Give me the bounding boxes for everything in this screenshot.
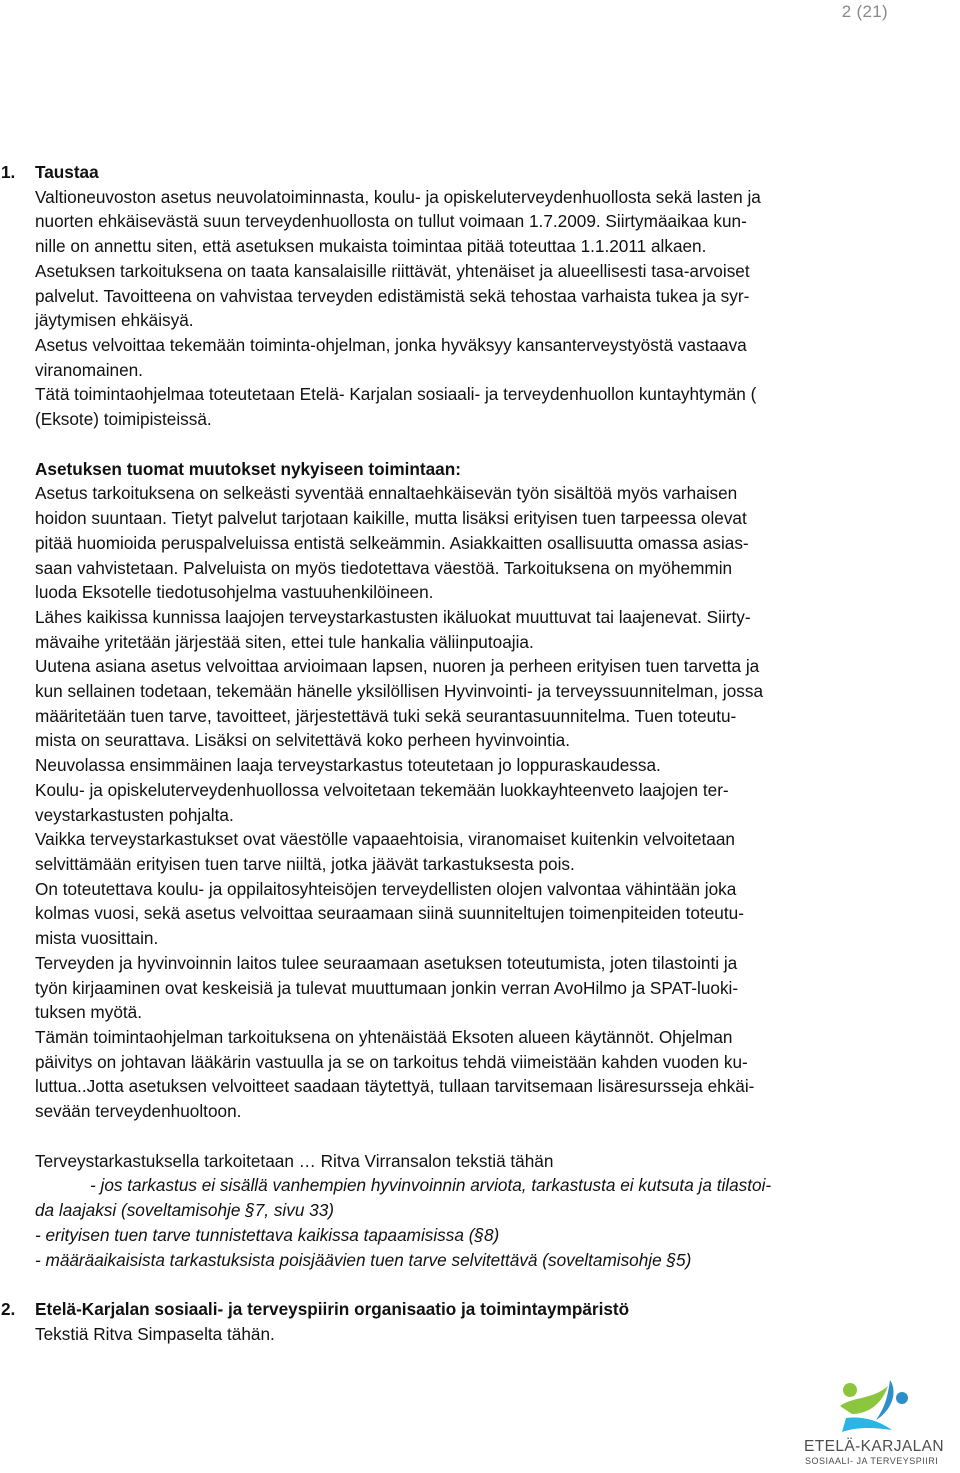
text-line: veystarkastusten pohjalta. bbox=[35, 804, 234, 825]
checkups-intro: Terveystarkastuksella tarkoitetaan … Ritva Virransalon tekstiä tähän bbox=[35, 1150, 554, 1171]
text-line: mista vuosittain. bbox=[35, 928, 159, 949]
text-line: Uutena asiana asetus velvoittaa arvioimaan lapsen, nuoren ja perheen erityisen tuen tarvetta ja bbox=[35, 656, 760, 677]
logo-mark bbox=[802, 1376, 960, 1468]
logo-dot-shape bbox=[896, 1392, 908, 1404]
text-line: luoda Eksotelle tiedotusohjelma vastuuhenkilöineen. bbox=[35, 582, 434, 603]
changes-text bbox=[35, 481, 940, 1123]
logo-head-shape bbox=[843, 1383, 857, 1397]
text-line: Tämän toimintaohjelman tarkoituksena on yhtenäistää Eksoten alueen käytännöt. Ohjelman bbox=[35, 1026, 733, 1047]
text-line: mävaihe yritetään järjestää siten, ettei tule hankalia väliinputoajia. bbox=[35, 631, 534, 652]
section-2-title: Etelä-Karjalan sosiaali- ja terveyspiirin organisaatio ja toimintaympäristö bbox=[35, 1299, 630, 1320]
text-line: Asetuksen tarkoituksena on taata kansalaisille riittävät, yhtenäiset ja alueellisesti tasa-arvoiset bbox=[35, 260, 750, 281]
text-line: Vaikka terveystarkastukset ovat väestölle vapaaehtoisia, viranomaiset kuitenkin velvoitetaan bbox=[35, 829, 735, 850]
logo-line-1: ETELÄ-KARJALAN bbox=[804, 1438, 944, 1455]
checkup-item: - erityisen tuen tarve tunnistettava kaikissa tapaamisissa (§8) bbox=[35, 1224, 500, 1245]
document-body bbox=[1, 160, 940, 1347]
checkup-item: - määräaikaisista tarkastuksista poisjäävien tuen tarve selvitettävä (soveltamisohje §5) bbox=[35, 1249, 692, 1270]
text-line: nille on annettu siten, että asetuksen mukaista toimintaa pitää toteuttaa 1.1.2011 alkaen. bbox=[35, 236, 707, 257]
text-line: kolmas vuosi, sekä asetus velvoittaa seuraamaan siinä suunniteltujen toimenpiteiden toteutu- bbox=[35, 903, 744, 924]
text-line: hoidon suuntaan. Tietyt palvelut tarjotaan kaikille, mutta lisäksi erityisen tuen tarpeessa olevat bbox=[35, 508, 747, 529]
text-line: luttua..Jotta asetuksen velvoitteet saadaan täytettyä, tullaan tarvitsemaan lisäresursseja ehkäi- bbox=[35, 1076, 755, 1097]
text-line: jäytymisen ehkäisyä. bbox=[35, 310, 194, 331]
text-line: Koulu- ja opiskeluterveydenhuollossa velvoitetaan tekemään luokkayhteenveto laajojen ter- bbox=[35, 779, 729, 800]
text-line: Tätä toimintaohjelmaa toteutetaan Etelä- Karjalan sosiaali- ja terveydenhuollon kuntayhtymän ( bbox=[35, 384, 757, 405]
text-line: päivitys on johtavan lääkärin vastuulla ja se on tarkoitus tehdä viimeistään kahden vuoden ku- bbox=[35, 1051, 748, 1072]
text-line: pitää huomioida peruspalveluissa entistä selkeämmin. Asiakkaitten osallisuutta omassa asias- bbox=[35, 532, 749, 553]
logo-line-2: SOSIAALI- JA TERVEYSPIIRI bbox=[805, 1456, 939, 1466]
text-line: saan vahvistetaan. Palveluista on myös tiedotettava väestöä. Tarkoituksena on myöhemmin bbox=[35, 557, 733, 578]
text-line: Neuvolassa ensimmäinen laaja terveystarkastus toteutetaan jo loppuraskaudessa. bbox=[35, 755, 661, 776]
section-2-heading bbox=[1, 1297, 940, 1322]
text-line: On toteutettava koulu- ja oppilaitosyhteisöjen terveydellisten olojen valvontaa vähintään joka bbox=[35, 878, 737, 899]
text-line: selvittämään erityisen tuen tarve niiltä, jotka jäävät tarkastuksesta pois. bbox=[35, 853, 575, 874]
text-line: työn kirjaaminen ovat keskeisiä ja tulevat muuttumaan jonkin verran AvoHilmo ja SPAT-luoki- bbox=[35, 977, 739, 998]
text-line: viranomainen. bbox=[35, 359, 143, 380]
text-line: nuorten ehkäisevästä suun terveydenhuollosta on tullut voimaan 1.7.2009. Siirtymäaikaa kun- bbox=[35, 211, 747, 232]
text-line: Valtioneuvoston asetus neuvolatoiminnasta, koulu- ja opiskeluterveydenhuollosta sekä lasten ja bbox=[35, 186, 761, 207]
text-line: Asetus velvoittaa tekemään toiminta-ohjelman, jonka hyväksyy kansanterveystyöstä vastaava bbox=[35, 334, 747, 355]
page-number: 2 (21) bbox=[841, 2, 888, 21]
text-line: palvelut. Tavoitteena on vahvistaa terveyden edistämistä sekä tehostaa varhaista tukea ja syr- bbox=[35, 285, 750, 306]
section-1-number: 1. bbox=[1, 162, 16, 182]
checkup-item-continued: da laajaksi (soveltamisohje §7, sivu 33) bbox=[35, 1200, 335, 1221]
logo-wave-shape bbox=[842, 1418, 892, 1433]
text-line: tuksen myötä. bbox=[35, 1002, 142, 1023]
organization-logo bbox=[802, 1376, 960, 1468]
checkup-item: - jos tarkastus ei sisällä vanhempien hyvinvoinnin arviota, tarkastusta ei kutsuta ja tilastoi- bbox=[90, 1175, 772, 1196]
section-2-number: 2. bbox=[1, 1299, 16, 1320]
text-line: sevään terveydenhuoltoon. bbox=[35, 1101, 242, 1122]
section-1-heading bbox=[1, 160, 940, 185]
text-line: (Eksote) toimipisteissä. bbox=[35, 409, 212, 430]
text-line: määritetään tuen tarve, tavoitteet, järjestettävä tuki sekä seurantasuunnitelma. Tuen toteutu- bbox=[35, 705, 737, 726]
checkups-list bbox=[35, 1173, 940, 1272]
text-line: mista on seurattava. Lisäksi on selvitettävä koko perheen hyvinvointia. bbox=[35, 730, 571, 751]
section-2-text: Tekstiä Ritva Simpaselta tähän. bbox=[35, 1323, 275, 1344]
section-1-title: Taustaa bbox=[35, 162, 99, 182]
text-line: kun sellainen todetaan, tekemään hänelle yksilöllisen Hyvinvointi- ja terveyssuunnitelman, jossa bbox=[35, 681, 764, 702]
text-line: Asetus tarkoituksena on selkeästi syventää ennaltaehkäisevän työn sisältöä myös varhaisen bbox=[35, 483, 738, 504]
text-line: Lähes kaikissa kunnissa laajojen terveystarkastusten ikäluokat muuttuvat tai laajenevat. Siirty- bbox=[35, 606, 751, 627]
text-line: Terveyden ja hyvinvoinnin laitos tulee seuraamaan asetuksen toteutumista, joten tilastointi ja bbox=[35, 952, 738, 973]
changes-heading: Asetuksen tuomat muutokset nykyiseen toimintaan: bbox=[35, 458, 461, 479]
section-1-text bbox=[35, 185, 940, 432]
